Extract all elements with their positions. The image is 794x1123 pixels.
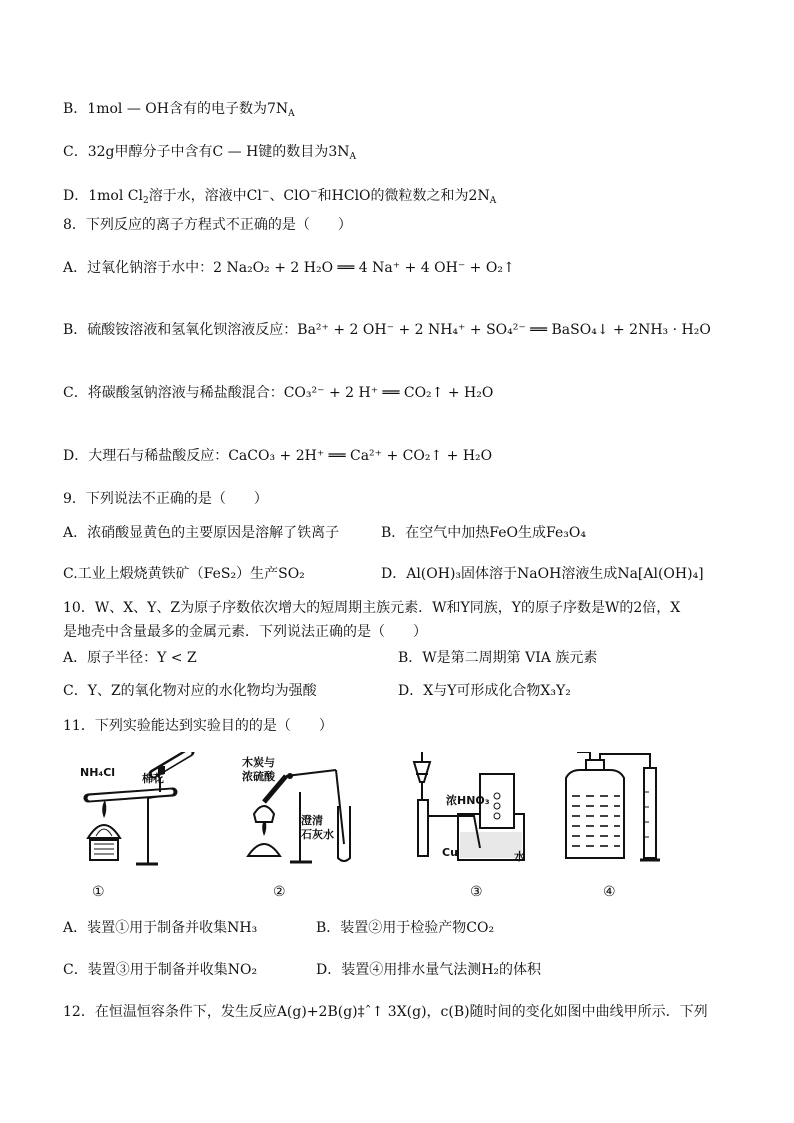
apparatus-label-2: ② [273,884,286,900]
q11-option-d: D．装置④用排水量气法测H₂的体积 [316,962,542,978]
q9-option-c: C.工业上煅烧黄铁矿（FeS₂）生产SO₂ [63,566,305,582]
label-conc-hno3: 浓HNO₃ [446,794,490,807]
label-nh4cl: NH₄Cl [80,766,116,779]
q9-stem: 9．下列说法不正确的是（ ） [63,491,268,507]
apparatus-3 [410,752,540,867]
q8-option-a: A．过氧化钠溶于水中：2 Na₂O₂ + 2 H₂O ══ 4 Na⁺ + 4 OH⁻ + O₂↑ [63,260,515,276]
apparatus-label-1: ① [92,884,105,900]
q8-option-c: C．将碳酸氢钠溶液与稀盐酸混合：CO₃²⁻ + 2 H⁺ ══ CO₂↑ + H₂O [63,385,494,401]
q11-option-c: C．装置③用于制备并收集NO₂ [63,962,258,978]
q10-option-b: B．W是第二周期第 VIA 族元素 [398,650,598,666]
apparatus-4-drawing [560,752,670,867]
q7-option-d: D．1mol $Cl_2$溶于水，溶液中Cl−、ClO−和HClO的微粒数之和为$2N_A$ [63,187,497,206]
q10-stem-line1: 10．W、X、Y、Z为原子序数依次增大的短周期主族元素．W和Y同族，Y的原子序数是W的2倍，X [63,600,681,616]
q8-option-d: D．大理石与稀盐酸反应：CaCO₃ + 2H⁺ ══ Ca²⁺ + CO₂↑ + H₂O [63,448,493,464]
label-cotton: 棉花 [142,772,164,785]
q8-option-b: B．硫酸铵溶液和氢氧化钡溶液反应：Ba²⁺ + 2 OH⁻ + 2 NH₄⁺ + SO₄²⁻ ══ BaSO₄↓ + 2NH₃ · H₂O [63,322,711,338]
apparatus-2 [240,752,365,867]
q11-option-b: B．装置②用于检验产物CO₂ [316,920,495,936]
apparatus-4 [560,752,670,867]
label-limewater-line2: 石灰水 [301,828,334,841]
q10-option-d: D．X与Y可形成化合物X₃Y₂ [398,683,571,699]
q8-stem: 8．下列反应的离子方程式不正确的是（ ） [63,217,352,233]
label-charcoal-line2: 浓硫酸 [242,770,275,783]
q7-option-c: C．32g甲醇分子中含有C — H键的数目为$3N_A$ [63,144,356,162]
q10-stem-line2: 是地壳中含量最多的金属元素．下列说法正确的是（ ） [63,624,427,640]
apparatus-label-3: ③ [470,884,483,900]
q9-option-a: A．浓硝酸显黄色的主要原因是溶解了铁离子 [63,525,340,541]
q11-option-a: A．装置①用于制备并收集NH₃ [63,920,258,936]
q12-stem: 12．在恒温恒容条件下，发生反应A(g)+2B(g)‡ˆ↑ 3X(g)，c(B)随时间的变化如图中曲线甲所示．下列 [63,1004,708,1020]
q10-option-c: C．Y、Z的氧化物对应的水化物均为强酸 [63,683,317,699]
label-water: 水 [514,850,525,863]
label-charcoal-line1: 木炭与 [242,756,275,769]
q11-stem: 11．下列实验能达到实验目的的是（ ） [63,718,333,734]
q9-option-b: B．在空气中加热FeO生成Fe₃O₄ [381,525,586,541]
apparatus-1 [78,752,210,867]
q9-option-d: D．Al(OH)₃固体溶于NaOH溶液生成Na[Al(OH)₄] [381,566,704,582]
q10-option-a: A．原子半径：Y < Z [63,650,197,666]
label-copper: Cu [442,846,458,859]
q7-option-b: B．1mol — OH含有的电子数为$7N_A$ [63,101,295,119]
label-limewater-line1: 澄清 [301,814,323,827]
apparatus-label-4: ④ [603,884,616,900]
